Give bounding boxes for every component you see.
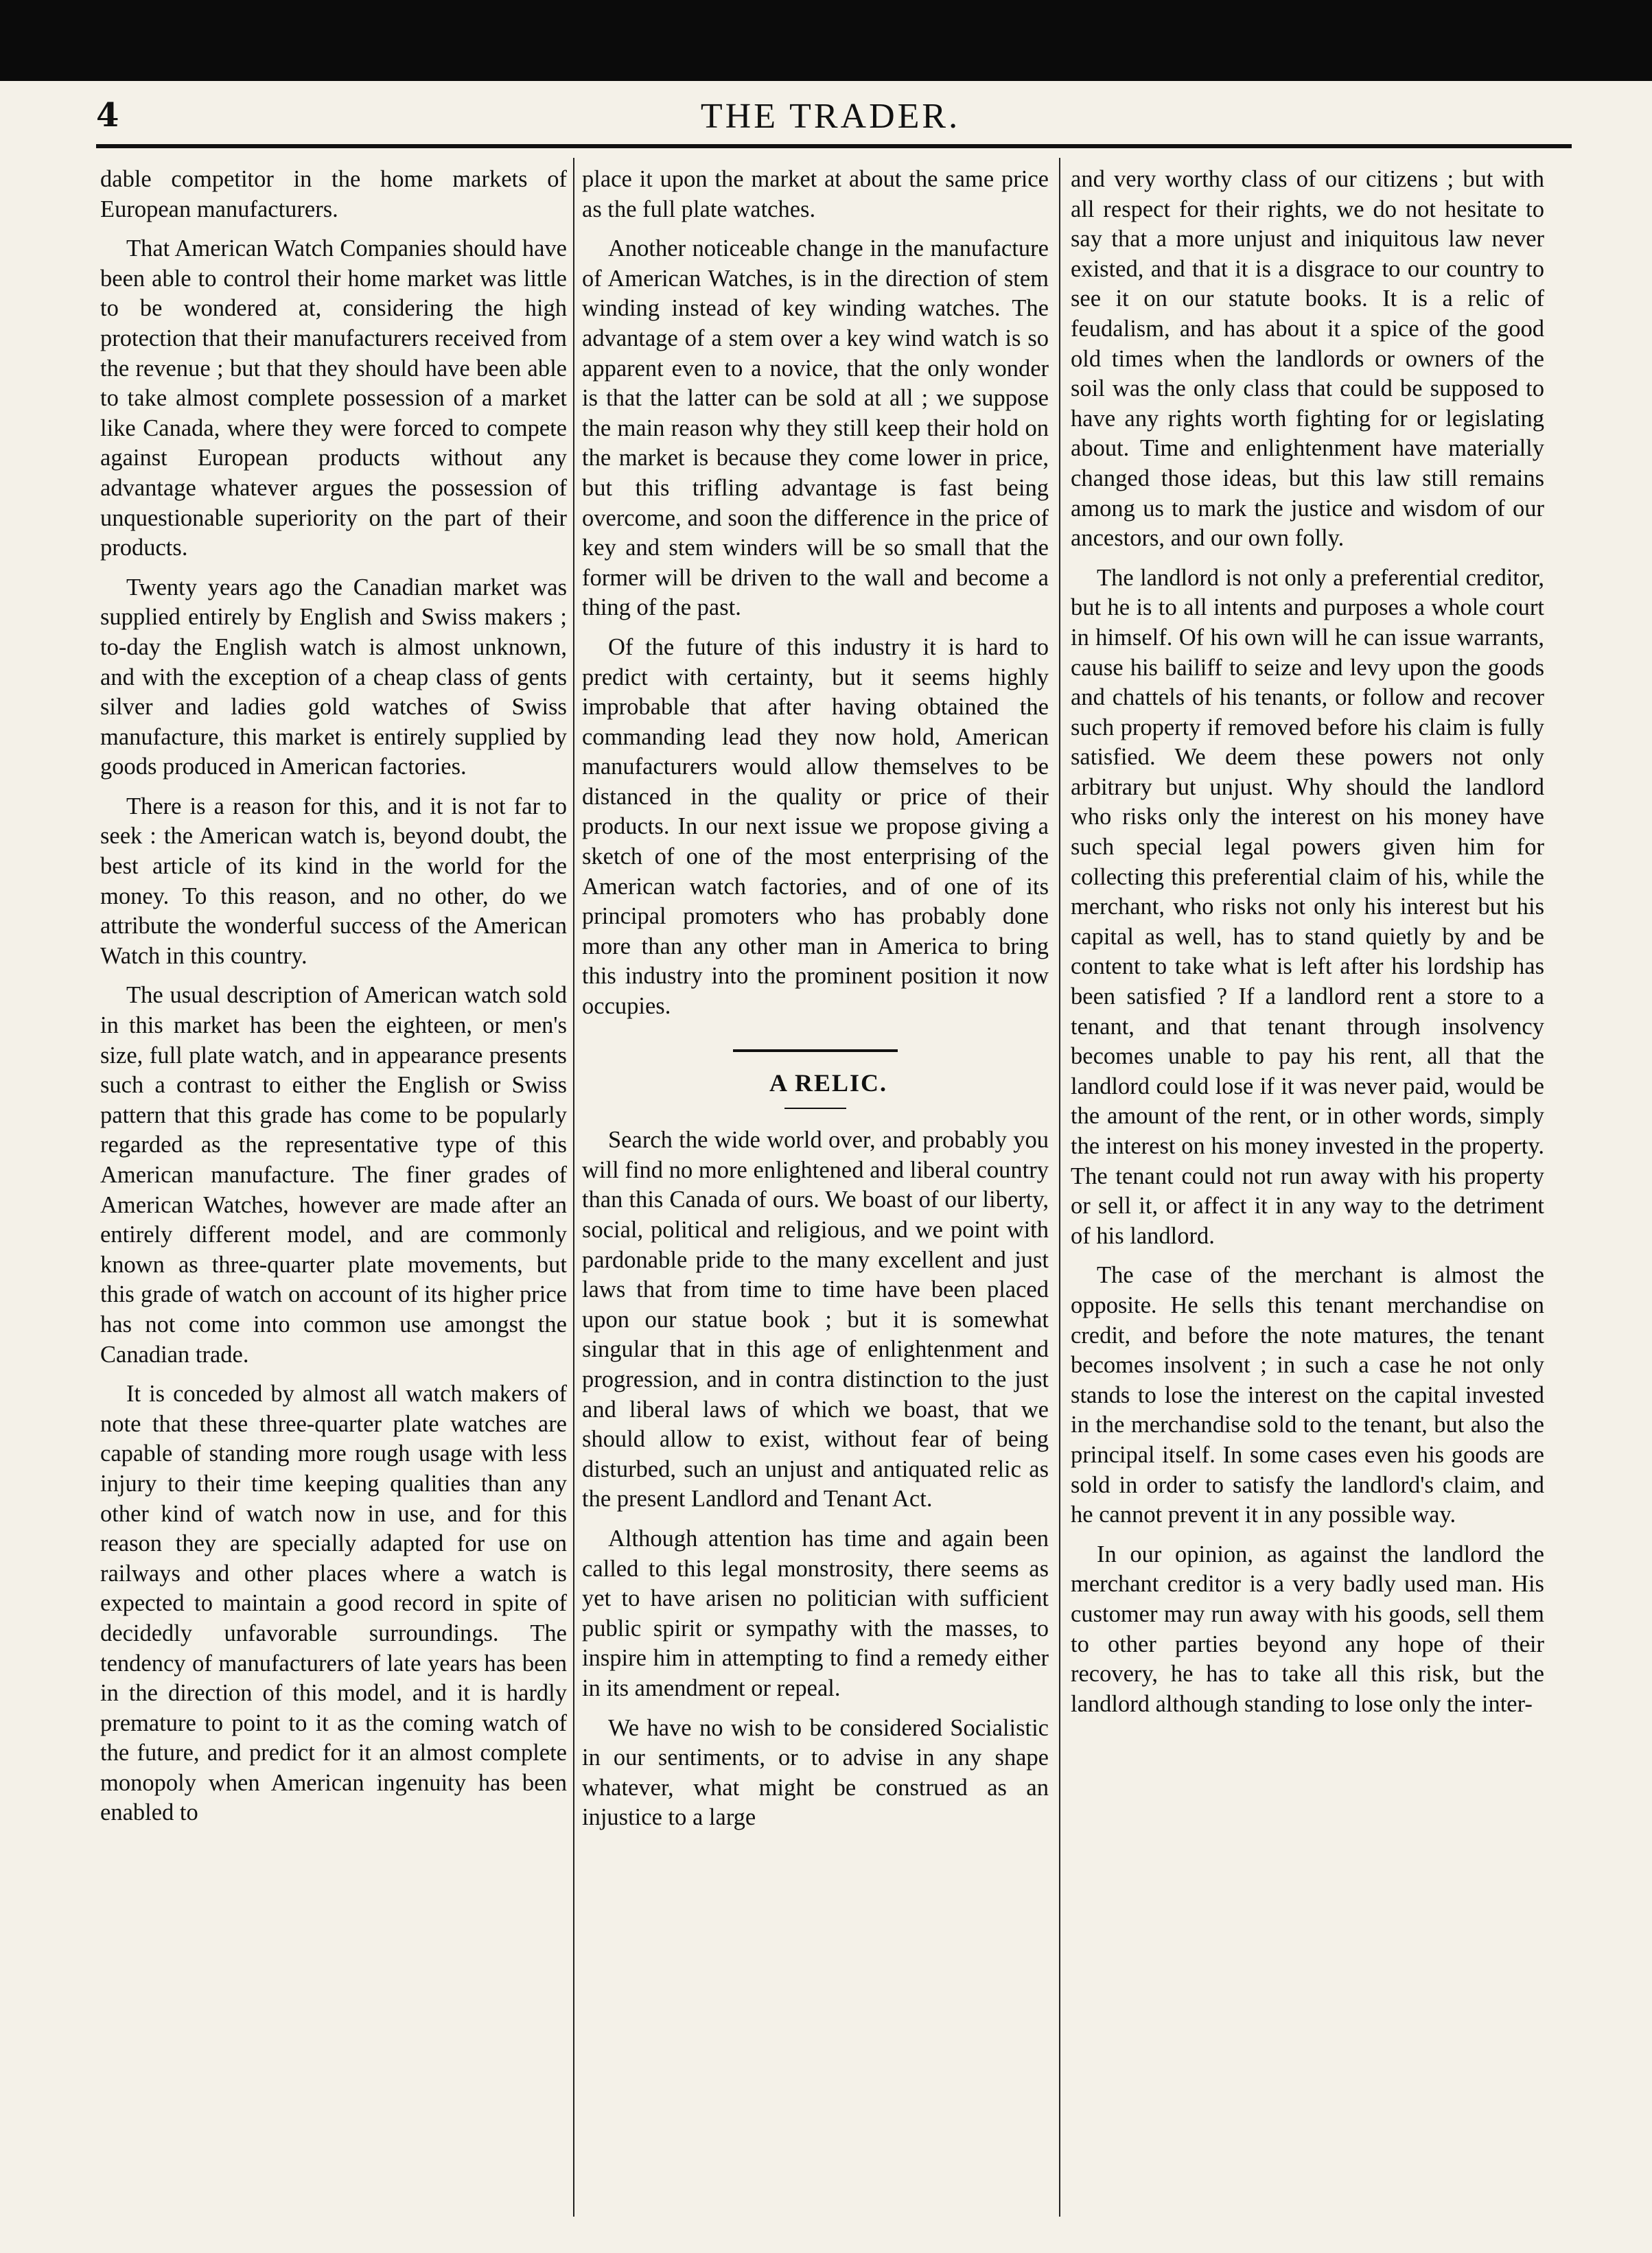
paragraph: In our opinion, as against the landlord the merchant creditor is a very badly used man. His customer may run away with his goods, sell them to other parties beyond any hope of their recovery, he has to take all this risk, but the landlord although standing to lose only the inter- xyxy=(1071,1541,1544,1717)
article-heading: A RELIC. xyxy=(769,1069,888,1097)
column-2 xyxy=(582,165,1049,2217)
paragraph: Of the future of this industry it is hard to predict with certainty, but it seems highly improbable that after having obtained the commanding lead they now hold, American manufacturers would allow themselves to be distanced in the quality or price of their products. In our next issue we propose giving a sketch of one of the most enterprising of the American watch factories, and of one of its principal promoters who has probably done more than any other man in America to bring this industry into the prominent position it now occupies. xyxy=(582,633,1049,1020)
paragraph: There is a reason for this, and it is not far to seek : the American watch is, beyond doubt, the best article of its kind in the world for the money. To this reason, and no other, do we attribute the wonderful success of the American Watch in this country. xyxy=(100,793,567,969)
column-divider xyxy=(1059,158,1060,2217)
paragraph: The case of the merchant is almost the opposite. He sells this tenant merchandise on credit, and before the note matures, the tenant becomes insolvent ; in such a case he not only stands to lose the interest on the capital invested in the merchandise sold to the tenant, but also the principal itself. In some cases even his goods are sold in order to satisfy the landlord's claim, and he cannot prevent it in any possible way. xyxy=(1071,1262,1544,1528)
paragraph: Although attention has time and again been called to this legal monstrosity, there seems as yet to have arisen no politician with sufficient public spirit or sympathy with the masses, to inspire him in attempting to find a remedy either in its amendment or repeal. xyxy=(582,1525,1049,1701)
column-divider xyxy=(573,158,574,2217)
paragraph: dable competitor in the home markets of European manufacturers. xyxy=(100,166,567,222)
column-1 xyxy=(100,165,567,2217)
section-rule xyxy=(784,1108,846,1109)
paragraph: It is conceded by almost all watch makers of note that these three-quarter plate watches are capable of standing more rough usage with less injury to their time keeping qualities than any other kind of watch now in use, and for this reason they are specially adapted for use on railways and other places where a watch is expected to maintain a good record in spite of decidedly unfavorable surroundings. The tendency of manufacturers of late years has been in the direction of this model, and it is hardly premature to point to it as the coming watch of the future, and predict for it an almost complete monopoly when American ingenuity has been enabled to xyxy=(100,1381,567,1826)
paragraph: The usual description of American watch sold in this market has been the eighteen, or men's size, full plate watch, and in appearance presents such a contrast to either the English or Swiss pattern that this grade has come to be popularly regarded as the representative type of this American manufacture. The finer grades of American Watches, however are made after an entirely different model, and are commonly known as three-quarter plate movements, but this grade of watch on account of its higher price has not come into common use amongst the Canadian trade. xyxy=(100,982,567,1368)
page-number: 4 xyxy=(96,96,119,135)
paragraph: Another noticeable change in the manufacture of American Watches, is in the direction of stem winding instead of key winding watches. The advantage of a stem over a key wind watch is so apparent even to a novice, that the only wonder is that the latter can be sold at all ; we suppose the main reason why they still keep their hold on the market is because they come lower in price, but this trifling advantage is fast being overcome, and soon the difference in the price of key and stem winders will be so small that the former will be driven to the wall and become a thing of the past. xyxy=(582,235,1049,621)
page-header xyxy=(89,96,1572,144)
column-3 xyxy=(1071,165,1544,2217)
paragraph: place it upon the market at about the same price as the full plate watches. xyxy=(582,166,1049,222)
header-rule xyxy=(96,144,1572,148)
paragraph: That American Watch Companies should have been able to control their home market was little to be wondered at, considering the high protection that their manufacturers received from the revenue ; but that they should have been able to take almost complete possession of a market like Canada, where they were forced to compete against European products without any advantage whatever argues the possession of unquestionable superiority on the part of their products. xyxy=(100,235,567,561)
paragraph: The landlord is not only a preferential creditor, but he is to all intents and purposes a whole court in himself. Of his own will he can issue warrants, cause his bailiff to seize and levy upon the goods and chattels of his tenants, or follow and recover such property if removed before his claim is fully satisfied. We deem these powers not only arbitrary but unjust. Why should the landlord who risks only the interest on his money have such special legal powers given him for collecting this preferential claim of his, while the merchant, who risks not only his interest but his capital as well, has to stand quietly by and be content to take what is left after his lordship has been satisfied ? If a landlord rent a store to a tenant, and that tenant through insolvency becomes unable to pay his rent, all that the landlord could lose if it was never paid, would be the amount of the rent, or in other words, simply the interest on his money invested in the property. The tenant could not run away with his property or sell it, or affect it in any way to the detriment of his landlord. xyxy=(1071,564,1544,1249)
scan-top-band xyxy=(0,0,1652,81)
masthead-title: THE TRADER. xyxy=(700,97,961,136)
paragraph: and very worthy class of our citizens ; but with all respect for their rights, we do not hesitate to say that a more unjust and iniquitous law never existed, and that it is a disgrace to our country to see it on our statute books. It is a relic of feudalism, and has about it a spice of the good old times when the landlords or owners of the soil was the only class that could be supposed to have any rights worth fighting for or legislating about. Time and enlightenment have materially changed those ideas, but this law still remains among us to mark the justice and wisdom of our ancestors, and our own folly. xyxy=(1071,166,1544,552)
section-rule xyxy=(733,1049,898,1052)
paragraph: Search the wide world over, and probably you will find no more enlightened and liberal country than this Canada of ours. We boast of our liberty, social, political and religious, and we point with pardonable pride to the many excellent and just laws that from time to time have been placed upon our statue book ; but it is somewhat singular that in this age of enlightenment and progression, and in contra distinction to the just and liberal laws of which we boast, that we should allow to exist, without fear of being disturbed, such an unjust and antiquated relic as the present Landlord and Tenant Act. xyxy=(582,1127,1049,1513)
paragraph: Twenty years ago the Canadian market was supplied entirely by English and Swiss makers ; to-day the English watch is almost unknown, and with the exception of a cheap class of gents silver and ladies gold watches of Swiss manufacture, this market is entirely supplied by goods produced in American factories. xyxy=(100,574,567,780)
paragraph: We have no wish to be considered Socialistic in our sentiments, or to advise in any shape whatever, what might be construed as an injustice to a large xyxy=(582,1714,1049,1831)
